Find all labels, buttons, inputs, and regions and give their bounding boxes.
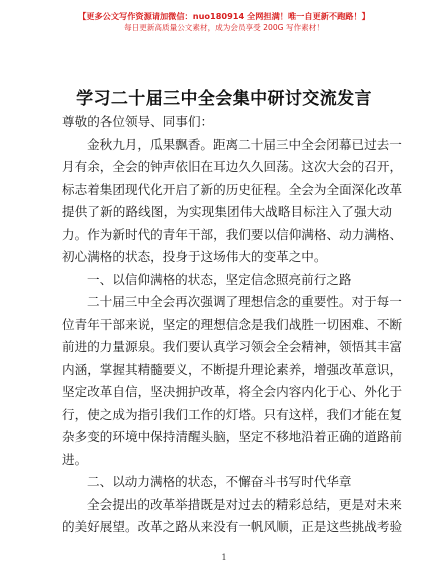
paragraph-line: 前进的力量源泉。我们要认真学习领会全会精神，领悟其丰富 xyxy=(62,339,403,354)
paragraph-line: 位青年干部来说，坚定的理想信念是我们战胜一切困难、不断 xyxy=(62,316,403,332)
paragraph-line: 的美好展望。改革之路从来没有一帆风顺，正是这些挑战考验 xyxy=(62,519,403,534)
section-heading: 一、以信仰满格的状态，坚定信念照亮前行之路 xyxy=(87,271,352,287)
paragraph-line: 全会提出的改革举措既是对过去的精彩总结，更是对未来 xyxy=(87,496,402,512)
paragraph-line: 进。 xyxy=(62,451,88,467)
paragraph-line: 力。作为新时代的青年干部，我们要以信仰满格、动力满格、 xyxy=(62,226,403,242)
paragraph-line: 杂多变的环境中保持清醒头脑，坚定不移地沿着正确的道路前 xyxy=(62,429,403,444)
paragraph-line: 内涵，掌握其精髓要义，不断提升理论素养，增强改革意识， xyxy=(62,361,403,377)
promo-banner-line-2: 每日更新高质量公文素材，成为会员享受 200G 写作素材！ xyxy=(124,23,324,32)
paragraph-line: 金秋九月，瓜果飘香。距离二十届三中全会闭幕已过去一 xyxy=(87,136,402,152)
paragraph-line: 初心满格的状态，投身于这场伟大的变革之中。 xyxy=(62,249,327,264)
paragraph-line: 提供了新的路线图，为实现集团伟大战略目标注入了强大动 xyxy=(62,204,392,219)
promo-banner-line-1: 【更多公文写作资源请加微信：nuo180914 全网担满！唯一自更新不跑路！】 xyxy=(78,11,370,21)
paragraph-line: 二十届三中全会再次强调了理想信念的重要性。对于每一 xyxy=(87,294,402,309)
paragraph-line: 标志着集团现代化开启了新的历史征程。全会为全面深化改革 xyxy=(62,181,403,197)
promo-banner xyxy=(0,10,448,34)
paragraph-line: 月有余，全会的钟声依旧在耳边久久回荡。这次大会的召开， xyxy=(62,159,403,174)
section-heading: 二、以动力满格的状态，不懈奋斗书写时代华章 xyxy=(87,474,352,489)
paragraph-line: 行，使之成为指引我们工作的灯塔。只有这样，我们才能在复 xyxy=(62,406,403,422)
paragraph-line: 坚定改革自信，坚决拥护改革，将全会内容内化于心、外化于 xyxy=(62,384,403,399)
document-title: 学习二十届三中全会集中研讨交流发言 xyxy=(76,89,372,109)
page-number: 1 xyxy=(221,553,227,562)
salutation: 尊敬的各位领导、同事们： xyxy=(62,114,214,129)
document-body xyxy=(62,111,403,539)
